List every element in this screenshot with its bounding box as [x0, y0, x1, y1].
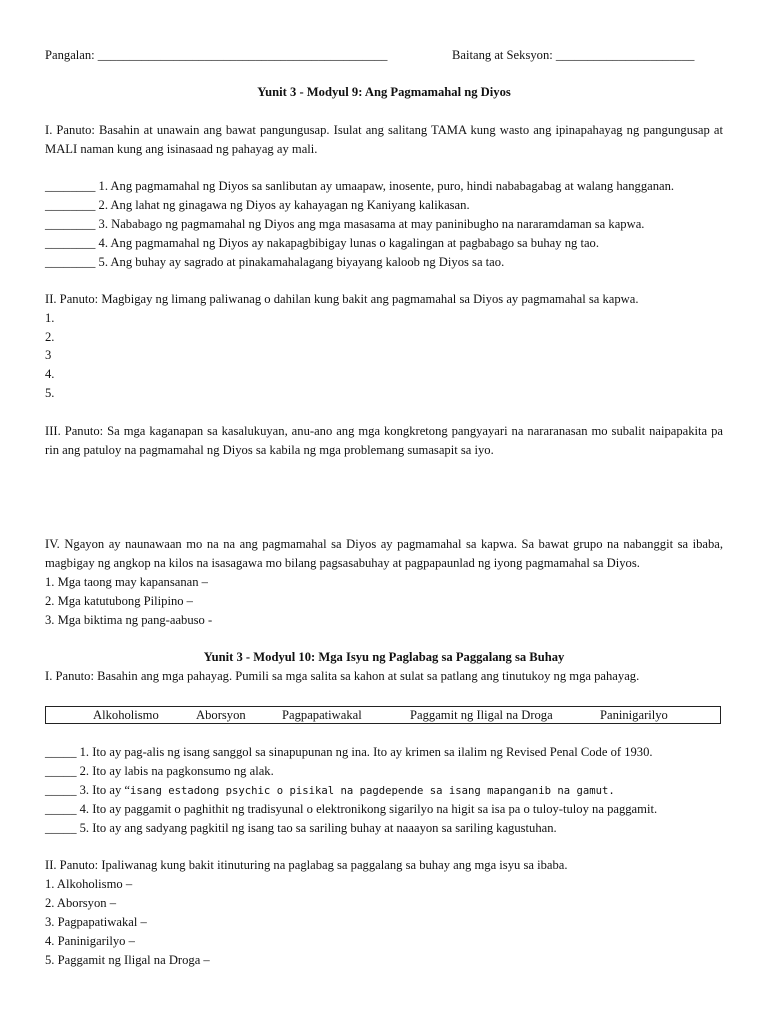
module10-part2-item-4: 4. Paninigarilyo – [45, 934, 135, 948]
module9-part2-number-3: 3 [45, 348, 52, 362]
module9-part4-item-1: 1. Mga taong may kapansanan – [45, 575, 208, 589]
module10-part1-item-1: _____ 1. Ito ay pag-alis ng isang sanggol sa sinapupunan ng ina. Ito ay krimen sa ilalim ng Revised Penal Code of 1930. [45, 745, 653, 759]
module10-part2-item-1: 1. Alkoholismo – [45, 877, 133, 891]
word-choice-pagpapatiwakal: Pagpapatiwakal [282, 708, 362, 722]
module9-part3-instruction: III. Panuto: Sa mga kaganapan sa kasalukuyan, anu-ano ang mga kongkretong pangyayari na nararanasan mo subalit naipapakita pa rin ang patuloy na pagmamahal ng Diyos sa kabila ng mga problemang sumasapit sa iyo. [45, 424, 723, 457]
name-field-label: Pangalan: ______________________________________________ [45, 48, 388, 62]
module10-part2-item-5: 5. Paggamit ng Iligal na Droga – [45, 953, 210, 967]
module9-part4-instruction: IV. Ngayon ay naunawaan mo na na ang pagmamahal sa Diyos ay pagmamahal sa kapwa. Sa bawat grupo na nabanggit sa ibaba, magbigay ng angkop na kilos na isasagawa mo bilang pagsasabuhay at pagpapaunlad ng iyong pagmamahal sa Diyos. [45, 537, 723, 570]
word-choice-alkoholismo: Alkoholismo [93, 708, 159, 722]
module9-part1-item-4: ________ 4. Ang pagmamahal ng Diyos ay nakapagbibigay lunas o kagalingan at pagbabago sa buhay ng tao. [45, 236, 599, 250]
module10-part2-item-2: 2. Aborsyon – [45, 896, 117, 910]
module9-part4-item-2: 2. Mga katutubong Pilipino – [45, 594, 193, 608]
module9-part2-number-2: 2. [45, 330, 55, 344]
module9-part1-item-1: ________ 1. Ang pagmamahal ng Diyos sa sanlibutan ay umaapaw, inosente, puro, hindi nababagabag at walang hangganan. [45, 179, 675, 193]
module9-title: Yunit 3 - Modyul 9: Ang Pagmamahal ng Diyos [257, 85, 511, 99]
module9-part2-number-1: 1. [45, 311, 55, 325]
module10-part1-item-5: _____ 5. Ito ay ang sadyang pagkitil ng isang tao sa sariling buhay at naaayon sa sariling kagustuhan. [45, 821, 557, 835]
module10-part2-item-3: 3. Pagpapatiwakal – [45, 915, 147, 929]
word-choice-aborsyon: Aborsyon [196, 708, 246, 722]
module10-part1-item-3-lead: _____ 3. Ito ay “ [45, 783, 130, 797]
module9-part2-number-5: 5. [45, 386, 55, 400]
module10-part2-instruction: II. Panuto: Ipaliwanag kung bakit itinuturing na paglabag sa paggalang sa buhay ang mga isyu sa ibaba. [45, 858, 568, 872]
module10-part1-item-4: _____ 4. Ito ay paggamit o paghithit ng tradisyunal o elektronikong sigarilyo na higit sa isa pa o tuloy-tuloy na paggamit. [45, 802, 658, 816]
module9-part1-item-5: ________ 5. Ang buhay ay sagrado at pinakamahalagang biyayang kaloob ng Diyos sa tao. [45, 255, 505, 269]
word-choice-box [45, 706, 721, 724]
module9-part1-item-3: ________ 3. Nababago ng pagmamahal ng Diyos ang mga masasama at may paninibugho na nararamdaman sa kapwa. [45, 217, 645, 231]
module9-part4-item-3: 3. Mga biktima ng pang-aabuso - [45, 613, 213, 627]
module10-part1-instruction: I. Panuto: Basahin ang mga pahayag. Pumili sa mga salita sa kahon at sulat sa patlang ang tinutukoy ng mga pahayag. [45, 669, 640, 683]
module10-part1-item-2: _____ 2. Ito ay labis na pagkonsumo ng alak. [45, 764, 274, 778]
grade-section-field-label: Baitang at Seksyon: ______________________ [452, 48, 695, 62]
module10-part1-item-3 [45, 781, 615, 801]
module9-part1-item-2: ________ 2. Ang lahat ng ginagawa ng Diyos ay kahayagan ng Kaniyang kalikasan. [45, 198, 470, 212]
module10-part1-item-3-tail: isang estadong psychic o pisikal na pagdepende sa isang mapanganib na gamut. [130, 785, 615, 797]
word-choice-paninigarilyo: Paninigarilyo [600, 708, 668, 722]
module9-part2-instruction: II. Panuto: Magbigay ng limang paliwanag o dahilan kung bakit ang pagmamahal sa Diyos ay pagmamahal sa kapwa. [45, 292, 639, 306]
module10-title: Yunit 3 - Modyul 10: Mga Isyu ng Paglabag sa Paggalang sa Buhay [203, 650, 565, 664]
module9-part1-instruction: I. Panuto: Basahin at unawain ang bawat pangungusap. Isulat ang salitang TAMA kung wasto ang ipinapahayag ng pangungusap at MALI naman kung ang isinasaad ng pahayag ay mali. [45, 123, 723, 156]
word-choice-iligal-na-droga: Paggamit ng Iligal na Droga [410, 708, 553, 722]
module9-part2-number-4: 4. [45, 367, 55, 381]
